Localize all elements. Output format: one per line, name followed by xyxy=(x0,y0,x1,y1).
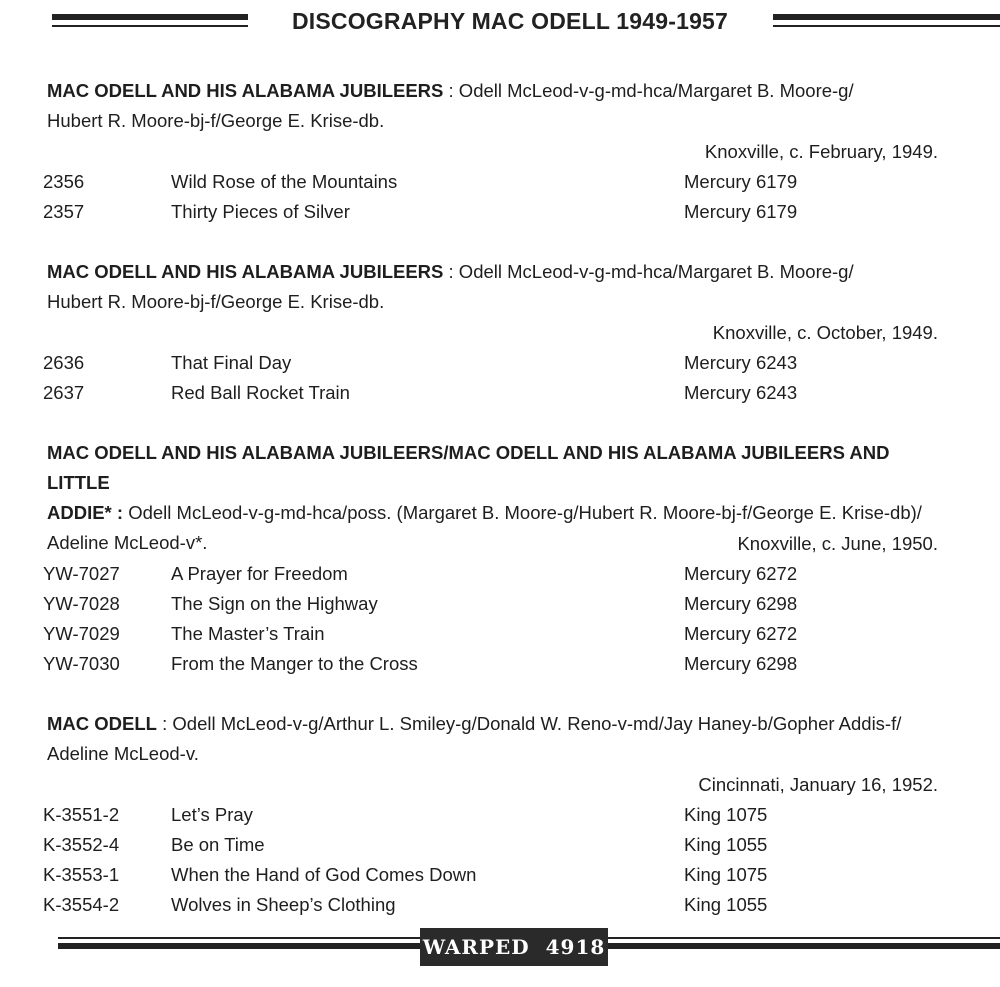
track-row xyxy=(0,348,1000,378)
track-title: Wild Rose of the Mountains xyxy=(171,171,398,192)
matrix-number: YW-7027 xyxy=(43,563,120,584)
track-row xyxy=(0,589,1000,619)
track-row xyxy=(0,830,1000,860)
track-title: The Master’s Train xyxy=(171,623,325,644)
personnel-text: Hubert R. Moore-bj-f/George E. Krise-db. xyxy=(47,291,385,312)
session-place-date: Knoxville, c. June, 1950. xyxy=(737,533,938,554)
track-row xyxy=(0,649,1000,679)
page-title: DISCOGRAPHY MAC ODELL 1949-1957 xyxy=(291,8,729,34)
matrix-number: YW-7030 xyxy=(43,653,120,674)
session-artist: MAC ODELL xyxy=(47,713,157,734)
matrix-number: 2636 xyxy=(43,352,85,373)
track-title: Thirty Pieces of Silver xyxy=(171,201,350,222)
label-name: WARPED xyxy=(422,935,530,959)
matrix-number: K-3552-4 xyxy=(43,834,120,855)
personnel-text: : Odell McLeod-v-g-md-hca/Margaret B. Moore-g/ xyxy=(443,261,854,282)
issue-number: King 1075 xyxy=(684,804,768,825)
issue-number: Mercury 6179 xyxy=(684,201,798,222)
track-row xyxy=(0,619,1000,649)
issue-number: Mercury 6179 xyxy=(684,171,798,192)
header-rule-left xyxy=(52,14,248,34)
session-artist: MAC ODELL AND HIS ALABAMA JUBILEERS xyxy=(47,261,444,282)
track-title: Be on Time xyxy=(171,834,265,855)
track-title: That Final Day xyxy=(171,352,292,373)
track-row xyxy=(0,197,1000,227)
track-title: Wolves in Sheep’s Clothing xyxy=(171,894,396,915)
footer-rule-right xyxy=(608,937,1000,953)
matrix-number: YW-7029 xyxy=(43,623,120,644)
session-personnel xyxy=(47,76,947,136)
track-row xyxy=(0,559,1000,589)
matrix-number: 2637 xyxy=(43,382,85,403)
issue-number: Mercury 6243 xyxy=(684,352,798,373)
session-artist: MAC ODELL AND HIS ALABAMA JUBILEERS xyxy=(47,80,444,101)
label-catalog-badge xyxy=(420,928,608,966)
track-row xyxy=(0,800,1000,830)
issue-number: Mercury 6298 xyxy=(684,653,798,674)
track-title: A Prayer for Freedom xyxy=(171,563,348,584)
matrix-number: YW-7028 xyxy=(43,593,120,614)
matrix-number: K-3554-2 xyxy=(43,894,120,915)
personnel-text: Adeline McLeod-v*. xyxy=(47,532,208,553)
personnel-text: : Odell McLeod-v-g/Arthur L. Smiley-g/Donald W. Reno-v-md/Jay Haney-b/Gopher Addis-f/ xyxy=(156,713,902,734)
matrix-number: 2356 xyxy=(43,171,85,192)
track-title: Let’s Pray xyxy=(171,804,253,825)
personnel-text: Adeline McLeod-v. xyxy=(47,743,199,764)
personnel-text: Hubert R. Moore-bj-f/George E. Krise-db. xyxy=(47,110,385,131)
header-rule-right xyxy=(773,14,1000,34)
catalog-number: 4918 xyxy=(545,935,606,959)
issue-number: Mercury 6298 xyxy=(684,593,798,614)
session-artist: MAC ODELL AND HIS ALABAMA JUBILEERS/MAC ODELL AND HIS ALABAMA JUBILEERS AND LITTLE xyxy=(47,442,890,493)
session-personnel xyxy=(47,257,947,317)
session-place-date: Knoxville, c. February, 1949. xyxy=(704,141,938,162)
track-row xyxy=(0,378,1000,408)
track-title: From the Manger to the Cross xyxy=(171,653,418,674)
issue-number: King 1055 xyxy=(684,834,768,855)
matrix-number: K-3551-2 xyxy=(43,804,120,825)
track-row xyxy=(0,890,1000,920)
matrix-number: 2357 xyxy=(43,201,85,222)
issue-number: Mercury 6243 xyxy=(684,382,798,403)
issue-number: King 1055 xyxy=(684,894,768,915)
session-place-date: Knoxville, c. October, 1949. xyxy=(712,322,938,343)
issue-number: Mercury 6272 xyxy=(684,563,798,584)
footer xyxy=(0,928,1000,968)
personnel-text: : Odell McLeod-v-g-md-hca/Margaret B. Moore-g/ xyxy=(443,80,854,101)
track-title: Red Ball Rocket Train xyxy=(171,382,350,403)
session-artist: ADDIE* : xyxy=(47,502,124,523)
track-row xyxy=(0,860,1000,890)
footer-rule-left xyxy=(58,937,420,953)
personnel-text: Odell McLeod-v-g-md-hca/poss. (Margaret B. Moore-g/Hubert R. Moore-bj-f/George E. Krise-db)/ xyxy=(123,502,922,523)
session-personnel xyxy=(47,709,947,769)
track-title: When the Hand of God Comes Down xyxy=(171,864,477,885)
issue-number: Mercury 6272 xyxy=(684,623,798,644)
session-place-date: Cincinnati, January 16, 1952. xyxy=(698,774,938,795)
matrix-number: K-3553-1 xyxy=(43,864,120,885)
issue-number: King 1075 xyxy=(684,864,768,885)
track-title: The Sign on the Highway xyxy=(171,593,378,614)
track-row xyxy=(0,167,1000,197)
